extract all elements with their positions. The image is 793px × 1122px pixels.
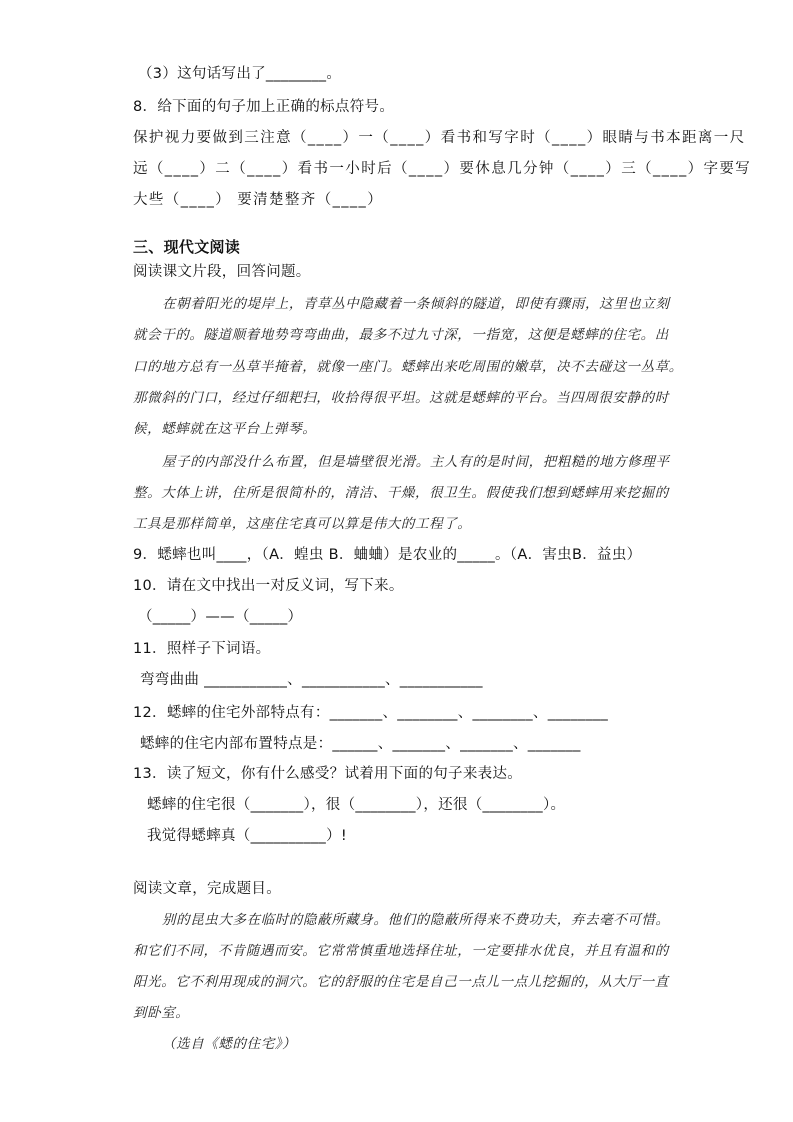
section-heading: 三、现代文阅读 xyxy=(133,238,241,256)
q8-prompt: 8．给下面的句子加上正确的标点符号。 xyxy=(133,99,395,115)
q13-prompt: 13．读了短文，你有什么感受？试着用下面的句子来表达。 xyxy=(133,766,523,782)
passage-line: 到卧室。 xyxy=(133,1005,190,1021)
q8-line-1: 保护视力要做到三注意（____）一（____）看书和写字时（____）眼睛与书本距离一尺 xyxy=(133,130,746,146)
passage-line: 口的地方总有一丛草半掩着，就像一座门。蟋蟀出来吃周围的嫩草，决不去碰这一丛草。 xyxy=(133,359,683,375)
q10-answer-line: （_____）——（_____） xyxy=(138,609,303,625)
q8-line-2: 远（____）二（____）看书一小时后（____）要休息几分钟（____）三（____）字要写 xyxy=(133,161,752,177)
reading-instruction: 阅读课文片段，回答问题。 xyxy=(133,264,311,280)
q9: 9．蟋蟀也叫____，（A．蝗虫 B．蛐蛐）是农业的_____。（A．害虫B．益虫） xyxy=(133,547,642,563)
passage-line: 候，蟋蟀就在这平台上弹琴。 xyxy=(133,421,317,437)
passage-line: 屋子的内部没什么布置，但是墙壁很光滑。主人有的是时间，把粗糙的地方修理平 xyxy=(162,454,670,470)
q12-line-2: 蟋蟀的住宅内部布置特点是：______、_______、_______、_______ xyxy=(140,736,581,752)
q11-example: 弯弯曲曲 ___________、___________、___________ xyxy=(140,672,483,688)
passage-source: （选自《蟋的住宅》） xyxy=(162,1036,297,1052)
q13-line-2: 我觉得蟋蟀真（__________）! xyxy=(147,828,348,844)
passage-line: 阳光。它不利用现成的洞穴。它的舒服的住宅是自己一点儿一点儿挖掘的，从大厅一直 xyxy=(133,974,669,990)
q12-line-1: 12．蟋蟀的住宅外部特点有：_______、________、________、________ xyxy=(133,705,609,721)
passage-line: 那微斜的门口，经过仔细耙扫，收拾得很平坦。这就是蟋蟀的平台。当四周很安静的时 xyxy=(133,390,669,406)
q7-part3: （3）这句话写出了________。 xyxy=(138,66,342,82)
passage-line: 整。大体上讲，住所是很简朴的，清洁、干燥，很卫生。假使我们想到蟋蟀用来挖掘的 xyxy=(133,485,669,501)
q13-line-1: 蟋蟀的住宅很（_______），很（________），还很（________）。 xyxy=(147,797,566,813)
passage-line: 别的昆虫大多在临时的隐蔽所藏身。他们的隐蔽所得来不费功夫，弃去毫不可惜。 xyxy=(162,912,670,928)
reading2-instruction: 阅读文章，完成题目。 xyxy=(133,881,281,897)
passage-line: 工具是那样简单，这座住宅真可以算是伟大的工程了。 xyxy=(133,516,472,532)
q10-prompt: 10．请在文中找出一对反义词，写下来。 xyxy=(133,578,404,594)
passage-line: 在朝着阳光的堤岸上，青草丛中隐藏着一条倾斜的隧道，即使有骤雨，这里也立刻 xyxy=(162,296,670,312)
q11-prompt: 11．照样子下词语。 xyxy=(133,641,271,657)
q8-line-3: 大些（____） 要清楚整齐（____） xyxy=(133,192,384,208)
passage-line: 就会干的。隧道顺着地势弯弯曲曲，最多不过九寸深，一指宽，这便是蟋蟀的住宅。出 xyxy=(133,327,669,343)
passage-line: 和它们不同，不肯随遇而安。它常常慎重地选择住址，一定要排水优良，并且有温和的 xyxy=(133,943,669,959)
